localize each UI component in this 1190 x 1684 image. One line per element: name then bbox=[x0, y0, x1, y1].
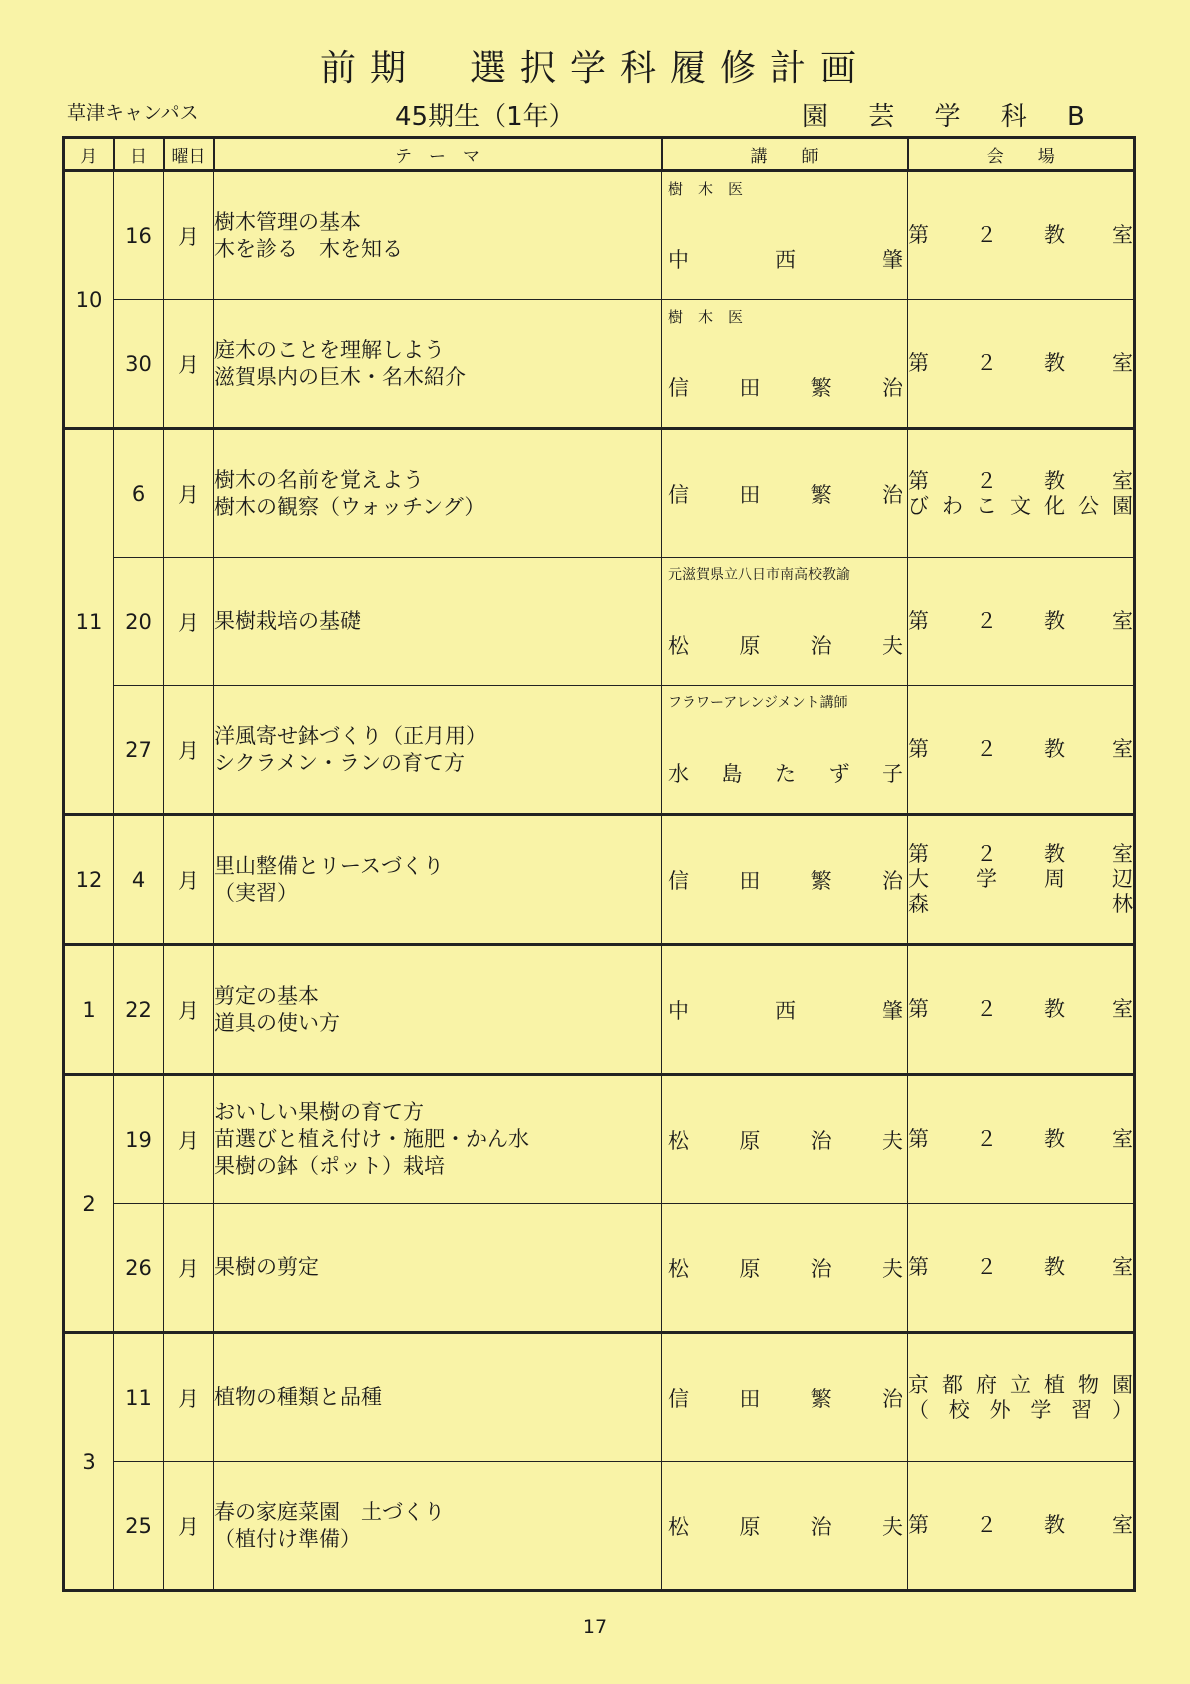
header-venue: 会 場 bbox=[908, 138, 1135, 171]
venue-line bbox=[908, 997, 1133, 1022]
char: 島 bbox=[721, 762, 743, 786]
theme-line: （実習） bbox=[214, 880, 298, 905]
venue-line bbox=[908, 1398, 1133, 1423]
table-row bbox=[64, 686, 1135, 815]
char: 中 bbox=[668, 998, 689, 1023]
theme-cell bbox=[214, 558, 662, 686]
venue-cell bbox=[908, 171, 1135, 300]
venue-line bbox=[908, 892, 1133, 917]
char: ２ bbox=[976, 609, 997, 633]
weekday-cell: 月 bbox=[164, 429, 214, 558]
char: 第 bbox=[908, 1127, 929, 1151]
char: 教 bbox=[1044, 1127, 1065, 1151]
header-lecturer: 講 師 bbox=[662, 138, 908, 171]
char: 治 bbox=[810, 634, 832, 658]
char: ２ bbox=[976, 351, 997, 375]
lecturer-cell bbox=[662, 815, 908, 945]
term-label: 45期生（1年） bbox=[395, 102, 575, 132]
theme-line: 樹木の名前を覚えよう bbox=[214, 467, 424, 492]
char: ２ bbox=[976, 468, 997, 493]
lecturer-cell bbox=[662, 1333, 908, 1462]
venue-cell bbox=[908, 945, 1135, 1075]
char: 第 bbox=[908, 842, 929, 866]
char: 松 bbox=[668, 1514, 689, 1539]
lecturer-cell bbox=[662, 171, 908, 300]
char: 室 bbox=[1112, 1255, 1133, 1279]
char: 繁 bbox=[810, 376, 832, 400]
day-cell: 27 bbox=[114, 686, 164, 815]
char: 原 bbox=[739, 1128, 761, 1153]
weekday-cell: 月 bbox=[164, 1204, 214, 1333]
theme-line: おいしい果樹の育て方 bbox=[214, 1100, 424, 1124]
theme-line: 道具の使い方 bbox=[214, 1010, 340, 1035]
char: 原 bbox=[739, 1514, 761, 1539]
char: 繁 bbox=[810, 868, 832, 893]
char: 中 bbox=[668, 248, 689, 272]
header-row bbox=[64, 138, 1135, 171]
venue-cell bbox=[908, 815, 1135, 945]
department-label: 園 芸 学 科 B bbox=[802, 102, 1101, 132]
lecturer-cell bbox=[662, 558, 908, 686]
month-cell: 1 bbox=[64, 945, 114, 1075]
char: 教 bbox=[1044, 468, 1065, 493]
char: 林 bbox=[1112, 892, 1133, 916]
weekday-cell: 月 bbox=[164, 686, 214, 815]
venue-line bbox=[908, 1127, 1133, 1152]
char: 室 bbox=[1112, 609, 1133, 633]
header-month: 月 bbox=[64, 138, 114, 171]
table-row bbox=[64, 429, 1135, 558]
theme-cell bbox=[214, 1462, 662, 1591]
char: 大 bbox=[908, 867, 929, 891]
day-cell: 19 bbox=[114, 1075, 164, 1204]
lecturer-title: フラワーアレンジメント講師 bbox=[668, 695, 848, 711]
char: 教 bbox=[1044, 223, 1065, 247]
char: 原 bbox=[739, 634, 761, 658]
lecturer-cell bbox=[662, 1204, 908, 1333]
lecturer-name bbox=[668, 479, 903, 509]
theme-line: 植物の種類と品種 bbox=[214, 1385, 382, 1409]
lecturer-name bbox=[668, 1383, 903, 1413]
page-number: 17 bbox=[582, 1616, 608, 1638]
venue-line bbox=[908, 494, 1133, 519]
day-cell: 16 bbox=[114, 171, 164, 300]
theme-line: （植付け準備） bbox=[214, 1526, 361, 1551]
weekday-cell: 月 bbox=[164, 171, 214, 300]
char: 学 bbox=[976, 867, 997, 891]
lecturer-cell bbox=[662, 945, 908, 1075]
char: 第 bbox=[908, 1255, 929, 1279]
day-cell: 11 bbox=[114, 1333, 164, 1462]
venue-cell bbox=[908, 1333, 1135, 1462]
char: 松 bbox=[668, 1256, 689, 1281]
char: た bbox=[775, 762, 796, 786]
char: 原 bbox=[739, 1256, 761, 1281]
weekday-cell: 月 bbox=[164, 815, 214, 945]
char: 教 bbox=[1044, 737, 1065, 761]
theme-cell bbox=[214, 300, 662, 429]
char: わ bbox=[942, 493, 963, 518]
char: 田 bbox=[739, 376, 761, 400]
theme-line: 木を診る 木を知る bbox=[214, 236, 403, 261]
char: 繁 bbox=[810, 482, 832, 507]
table-row bbox=[64, 1462, 1135, 1591]
header-weekday: 曜日 bbox=[164, 138, 214, 171]
table-row bbox=[64, 1075, 1135, 1204]
theme-cell bbox=[214, 815, 662, 945]
char: 習 bbox=[1071, 1397, 1093, 1422]
char: 公 bbox=[1078, 493, 1099, 518]
venue-line bbox=[908, 867, 1133, 892]
day-cell: 26 bbox=[114, 1204, 164, 1333]
char: 教 bbox=[1044, 609, 1065, 633]
theme-line: 樹木管理の基本 bbox=[214, 209, 361, 234]
lecturer-name bbox=[668, 758, 903, 788]
char: 室 bbox=[1112, 468, 1133, 493]
char: 子 bbox=[882, 762, 903, 786]
char: ２ bbox=[976, 223, 997, 247]
venue-cell bbox=[908, 429, 1135, 558]
lecturer-name bbox=[668, 1511, 903, 1541]
venue-cell bbox=[908, 300, 1135, 429]
char: 教 bbox=[1044, 1513, 1065, 1537]
weekday-cell: 月 bbox=[164, 1075, 214, 1204]
char: 第 bbox=[908, 997, 929, 1021]
char: 教 bbox=[1044, 1255, 1065, 1279]
char: 文 bbox=[1010, 493, 1031, 518]
month-cell: 3 bbox=[64, 1333, 114, 1591]
char: 学 bbox=[1030, 1397, 1052, 1422]
month-cell: 2 bbox=[64, 1075, 114, 1333]
char: 教 bbox=[1044, 997, 1065, 1021]
venue-line bbox=[908, 1373, 1133, 1398]
char: 室 bbox=[1112, 737, 1133, 761]
theme-cell bbox=[214, 429, 662, 558]
char: 辺 bbox=[1112, 867, 1133, 891]
venue-cell bbox=[908, 1462, 1135, 1591]
table-row bbox=[64, 171, 1135, 300]
table-row bbox=[64, 558, 1135, 686]
char: ２ bbox=[976, 1127, 997, 1151]
char: （ bbox=[908, 1397, 929, 1422]
char: 室 bbox=[1112, 1127, 1133, 1151]
venue-cell bbox=[908, 558, 1135, 686]
theme-line: シクラメン・ランの育て方 bbox=[214, 750, 465, 775]
table-row bbox=[64, 945, 1135, 1075]
weekday-cell: 月 bbox=[164, 1462, 214, 1591]
table-row bbox=[64, 1333, 1135, 1462]
char: 肇 bbox=[882, 998, 903, 1023]
char: ） bbox=[1111, 1397, 1133, 1422]
char: 室 bbox=[1112, 1513, 1133, 1537]
venue-cell bbox=[908, 1204, 1135, 1333]
char: 教 bbox=[1044, 351, 1065, 375]
lecturer-name bbox=[668, 244, 903, 274]
campus-label: 草津キャンパス bbox=[67, 102, 199, 124]
table-row bbox=[64, 815, 1135, 945]
theme-line: 春の家庭菜園 土づくり bbox=[214, 1499, 445, 1524]
char: 室 bbox=[1112, 351, 1133, 375]
venue-cell bbox=[908, 1075, 1135, 1204]
day-cell: 25 bbox=[114, 1462, 164, 1591]
char: 室 bbox=[1112, 223, 1133, 247]
char: ず bbox=[828, 762, 850, 786]
page-title: 前期 選択学科履修計画 bbox=[319, 48, 870, 89]
char: ２ bbox=[976, 997, 997, 1021]
weekday-cell: 月 bbox=[164, 558, 214, 686]
char: 園 bbox=[1112, 1372, 1133, 1397]
lecturer-cell bbox=[662, 300, 908, 429]
lecturer-name bbox=[668, 630, 903, 660]
char: 治 bbox=[881, 1386, 903, 1411]
char: 化 bbox=[1044, 493, 1065, 518]
char: 田 bbox=[739, 1386, 761, 1411]
char: 信 bbox=[668, 376, 689, 400]
char: 第 bbox=[908, 223, 929, 247]
char: 繁 bbox=[810, 1386, 832, 1411]
char: 周 bbox=[1044, 867, 1065, 891]
theme-cell bbox=[214, 945, 662, 1075]
theme-line: 滋賀県内の巨木・名木紹介 bbox=[214, 364, 466, 389]
lecturer-name bbox=[668, 1125, 903, 1155]
char: 田 bbox=[739, 482, 761, 507]
char: 信 bbox=[668, 482, 689, 507]
char: 治 bbox=[810, 1256, 832, 1281]
month-cell: 11 bbox=[64, 429, 114, 815]
theme-line: 剪定の基本 bbox=[214, 983, 319, 1008]
char: 教 bbox=[1044, 842, 1065, 866]
char: 松 bbox=[668, 634, 689, 658]
char: 水 bbox=[668, 762, 689, 786]
theme-line: 庭木のことを理解しよう bbox=[214, 337, 445, 362]
lecturer-title: 樹 木 医 bbox=[668, 180, 744, 198]
char: 第 bbox=[908, 351, 929, 375]
char: 信 bbox=[668, 1386, 689, 1411]
venue-line bbox=[908, 737, 1133, 762]
lecturer-name bbox=[668, 1253, 903, 1283]
char: ２ bbox=[976, 842, 997, 866]
char: 外 bbox=[989, 1397, 1011, 1422]
char: ２ bbox=[976, 1255, 997, 1279]
char: 信 bbox=[668, 868, 689, 893]
char: 夫 bbox=[881, 1256, 903, 1281]
weekday-cell: 月 bbox=[164, 945, 214, 1075]
day-cell: 20 bbox=[114, 558, 164, 686]
char: ２ bbox=[976, 737, 997, 761]
theme-cell bbox=[214, 171, 662, 300]
venue-line bbox=[908, 469, 1133, 494]
theme-line: 苗選びと植え付け・施肥・かん水 bbox=[214, 1127, 529, 1151]
theme-cell bbox=[214, 1333, 662, 1462]
theme-cell bbox=[214, 686, 662, 815]
char: び bbox=[908, 493, 929, 518]
char: 治 bbox=[810, 1514, 832, 1539]
day-cell: 30 bbox=[114, 300, 164, 429]
char: ２ bbox=[976, 1513, 997, 1537]
char: 室 bbox=[1112, 842, 1133, 866]
weekday-cell: 月 bbox=[164, 300, 214, 429]
day-cell: 4 bbox=[114, 815, 164, 945]
char: 校 bbox=[948, 1397, 970, 1422]
char: 治 bbox=[881, 376, 903, 400]
theme-line: 果樹栽培の基礎 bbox=[214, 609, 361, 633]
venue-line bbox=[908, 1513, 1133, 1538]
month-cell: 12 bbox=[64, 815, 114, 945]
lecturer-cell bbox=[662, 429, 908, 558]
char: 府 bbox=[976, 1372, 997, 1397]
char: 治 bbox=[810, 1128, 832, 1153]
char: 植 bbox=[1044, 1372, 1065, 1397]
char: 肇 bbox=[882, 248, 903, 272]
char: 第 bbox=[908, 468, 929, 493]
char: 京 bbox=[908, 1372, 929, 1397]
lecturer-cell bbox=[662, 1075, 908, 1204]
theme-line: 果樹の剪定 bbox=[214, 1255, 319, 1279]
char: 夫 bbox=[881, 1514, 903, 1539]
venue-line bbox=[908, 223, 1133, 248]
theme-line: 里山整備とリースづくり bbox=[214, 853, 444, 878]
venue-line bbox=[908, 609, 1133, 634]
table-row bbox=[64, 1204, 1135, 1333]
char: 物 bbox=[1078, 1372, 1099, 1397]
lecturer-cell bbox=[662, 686, 908, 815]
lecturer-title: 樹 木 医 bbox=[668, 308, 744, 326]
theme-line: 洋風寄せ鉢づくり（正月用） bbox=[214, 723, 487, 748]
weekday-cell: 月 bbox=[164, 1333, 214, 1462]
char: 第 bbox=[908, 609, 929, 633]
char: 治 bbox=[881, 482, 903, 507]
theme-line: 樹木の観察（ウォッチング） bbox=[214, 494, 486, 519]
theme-line: 果樹の鉢（ポット）栽培 bbox=[214, 1154, 445, 1178]
month-cell: 10 bbox=[64, 171, 114, 429]
lecturer-name bbox=[668, 995, 903, 1025]
lecturer-name bbox=[668, 865, 903, 895]
theme-cell bbox=[214, 1204, 662, 1333]
char: 都 bbox=[942, 1372, 963, 1397]
day-cell: 6 bbox=[114, 429, 164, 558]
venue-line bbox=[908, 842, 1133, 867]
lecturer-cell bbox=[662, 1462, 908, 1591]
char: 夫 bbox=[881, 634, 903, 658]
lecturer-title: 元滋賀県立八日市南高校教諭 bbox=[668, 567, 850, 583]
char: こ bbox=[976, 493, 997, 518]
char: 第 bbox=[908, 737, 929, 761]
char: 室 bbox=[1112, 997, 1133, 1021]
char: 松 bbox=[668, 1128, 689, 1153]
lecturer-name bbox=[668, 372, 903, 402]
venue-line bbox=[908, 1255, 1133, 1280]
char: 西 bbox=[775, 248, 796, 272]
schedule-table bbox=[62, 136, 1136, 1592]
day-cell: 22 bbox=[114, 945, 164, 1075]
char: 森 bbox=[908, 892, 929, 916]
char: 夫 bbox=[881, 1128, 903, 1153]
theme-cell bbox=[214, 1075, 662, 1204]
header-day: 日 bbox=[114, 138, 164, 171]
header-theme: テ ー マ bbox=[214, 138, 662, 171]
venue-cell bbox=[908, 686, 1135, 815]
char: 第 bbox=[908, 1513, 929, 1537]
table-row bbox=[64, 300, 1135, 429]
char: 立 bbox=[1010, 1372, 1031, 1397]
char: 園 bbox=[1112, 493, 1133, 518]
char: 西 bbox=[775, 998, 796, 1023]
char: 田 bbox=[739, 868, 761, 893]
char: 治 bbox=[881, 868, 903, 893]
venue-line bbox=[908, 351, 1133, 376]
